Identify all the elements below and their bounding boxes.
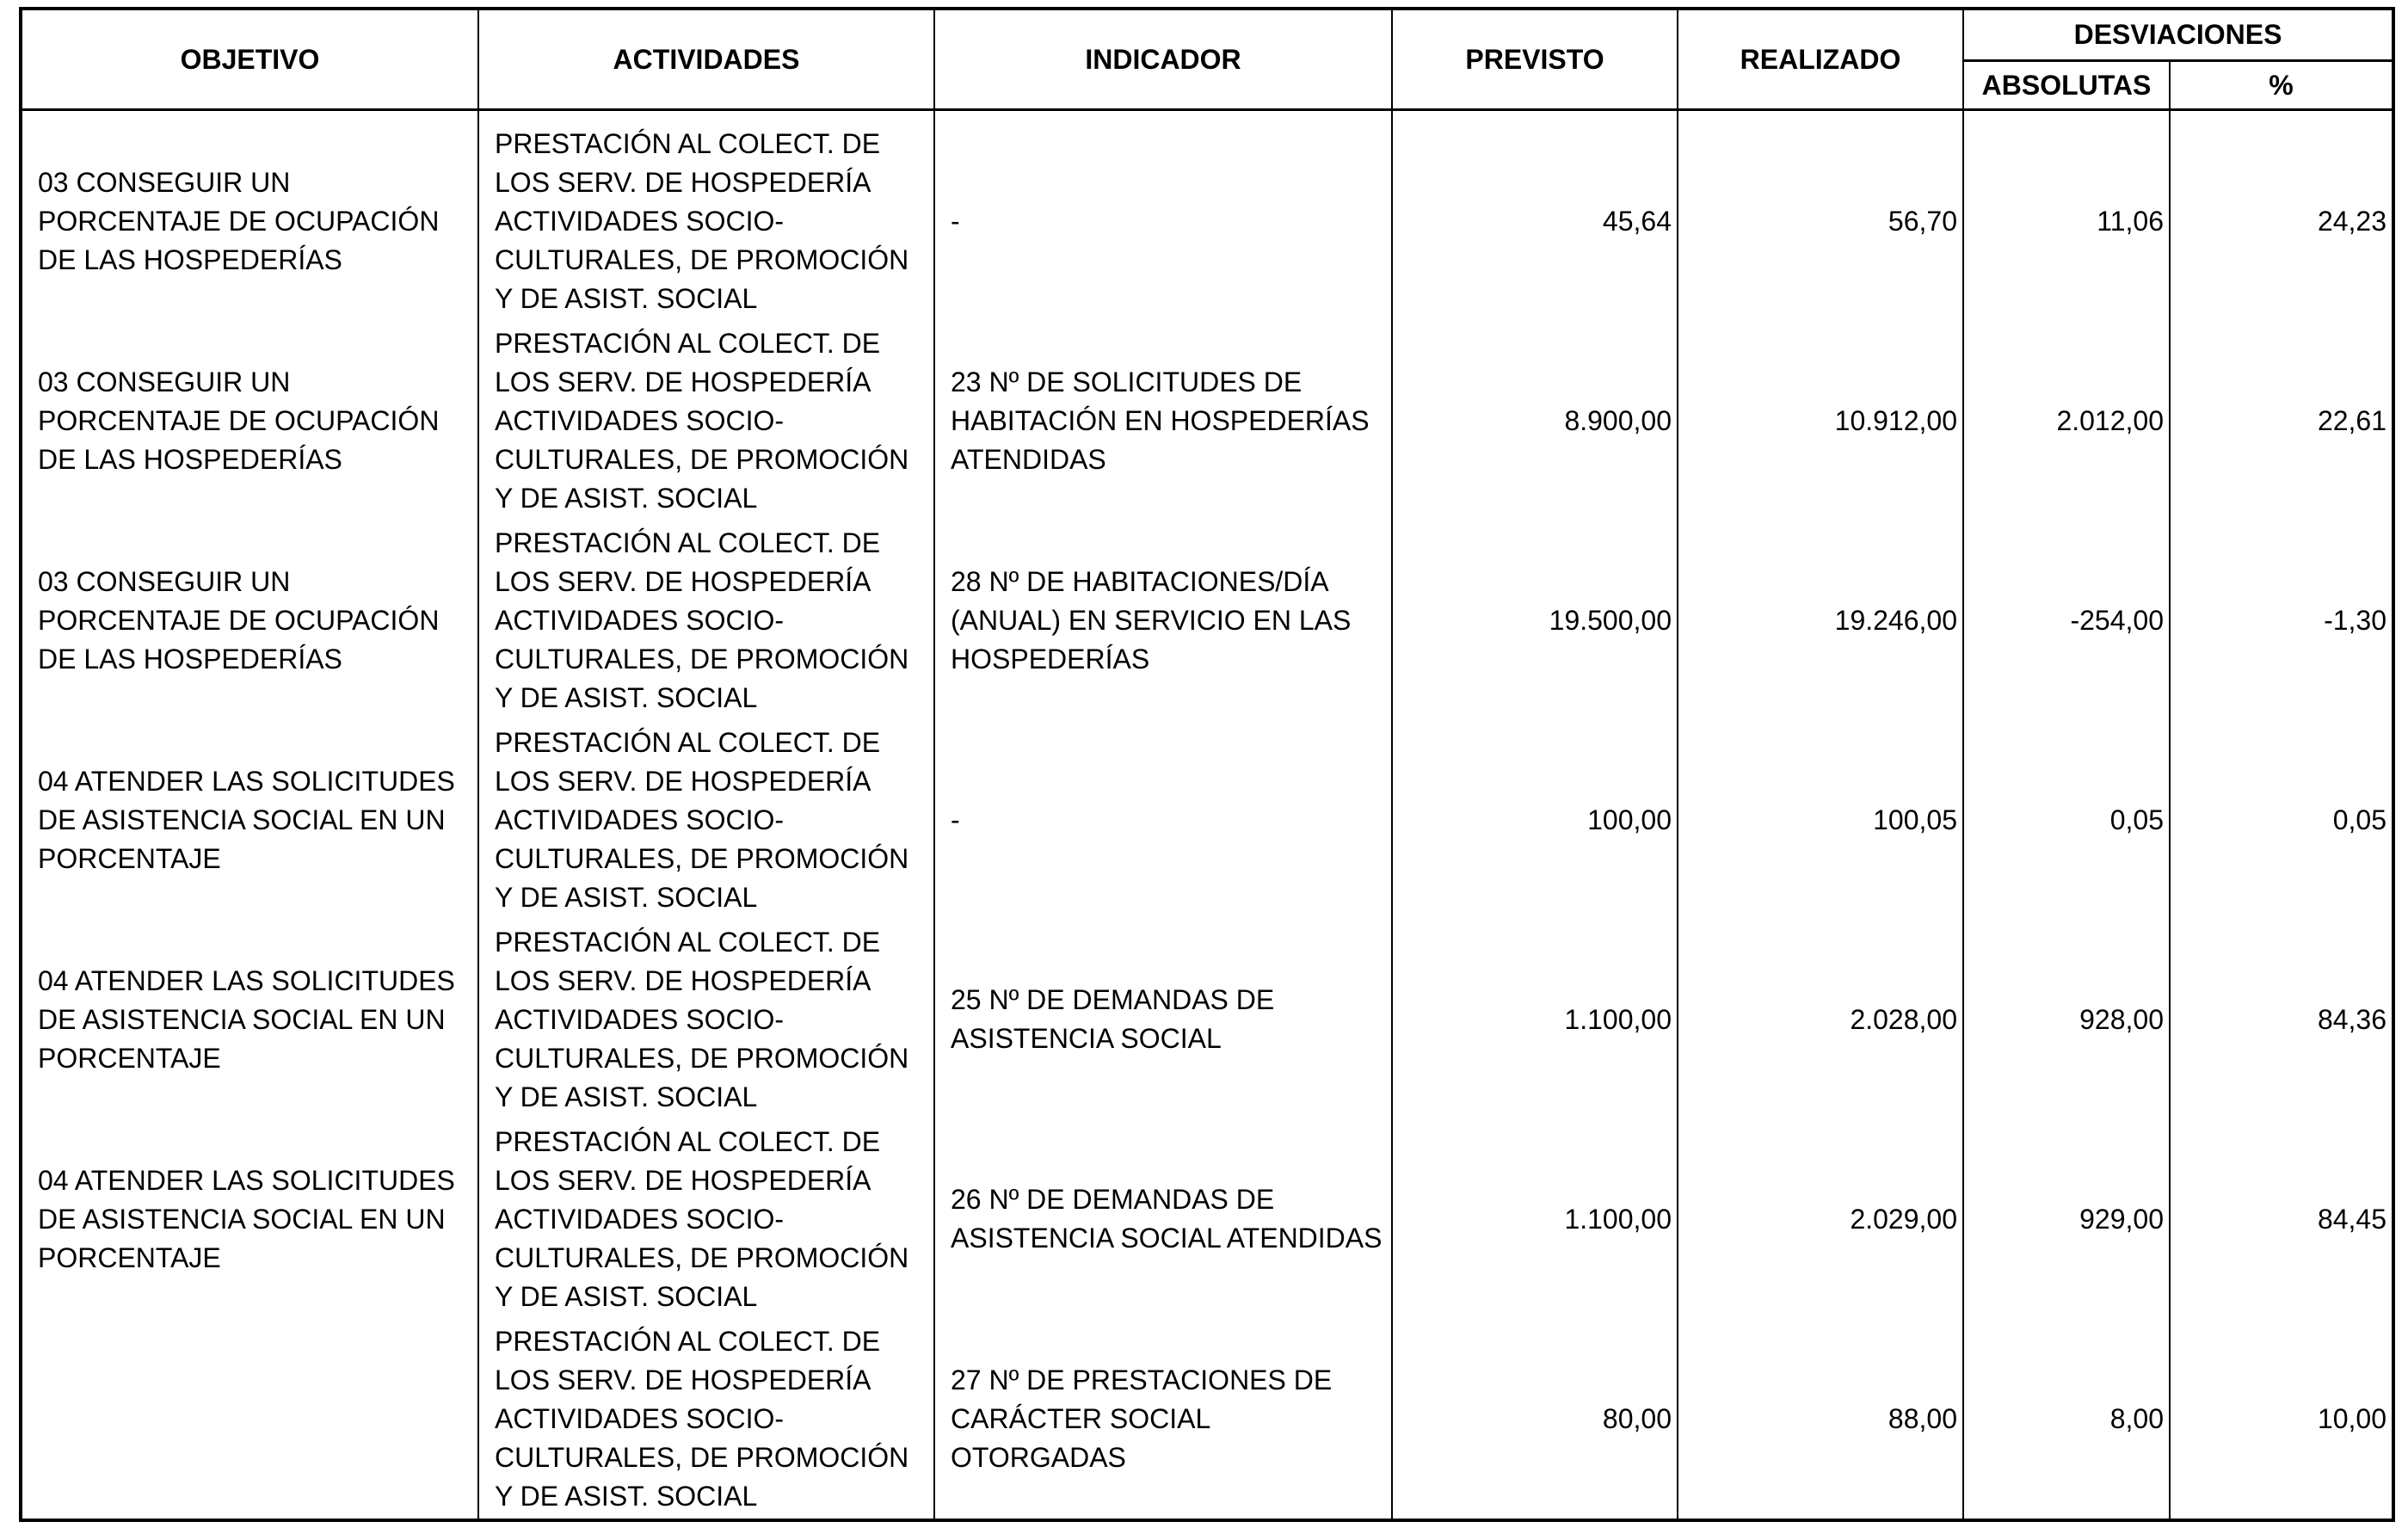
cell-indicador: 23 Nº DE SOLICITUDES DE HABITACIÓN EN HOSPEDERÍAS ATENDIDAS bbox=[934, 321, 1392, 521]
table-header bbox=[21, 9, 2393, 110]
cell-realizado: 56,70 bbox=[1678, 110, 1963, 322]
header-desviaciones: DESVIACIONES bbox=[1963, 9, 2393, 61]
table-row bbox=[21, 321, 2393, 521]
cell-actividades: PRESTACIÓN AL COLECT. DE LOS SERV. DE HOSPEDERÍA ACTIVIDADES SOCIO-CULTURALES, DE PROMOCIÓN Y DE ASIST. SOCIAL bbox=[478, 110, 934, 322]
table-row bbox=[21, 110, 2393, 322]
cell-objetivo: 04 ATENDER LAS SOLICITUDES DE ASISTENCIA SOCIAL EN UN PORCENTAJE bbox=[21, 920, 478, 1119]
cell-objetivo: 04 ATENDER LAS SOLICITUDES DE ASISTENCIA SOCIAL EN UN PORCENTAJE bbox=[21, 720, 478, 920]
cell-realizado: 2.028,00 bbox=[1678, 920, 1963, 1119]
cell-previsto: 45,64 bbox=[1392, 110, 1678, 322]
cell-porcentaje: 0,05 bbox=[2170, 720, 2393, 920]
cell-realizado: 2.029,00 bbox=[1678, 1119, 1963, 1319]
header-absolutas: ABSOLUTAS bbox=[1963, 61, 2170, 110]
header-previsto: PREVISTO bbox=[1392, 9, 1678, 110]
cell-absolutas: 11,06 bbox=[1963, 110, 2170, 322]
cell-porcentaje: 24,23 bbox=[2170, 110, 2393, 322]
cell-realizado: 10.912,00 bbox=[1678, 321, 1963, 521]
cell-absolutas: 8,00 bbox=[1963, 1319, 2170, 1520]
cell-objetivo: 03 CONSEGUIR UN PORCENTAJE DE OCUPACIÓN DE LAS HOSPEDERÍAS bbox=[21, 110, 478, 322]
table-row bbox=[21, 920, 2393, 1119]
cell-indicador: 26 Nº DE DEMANDAS DE ASISTENCIA SOCIAL ATENDIDAS bbox=[934, 1119, 1392, 1319]
table-row bbox=[21, 1319, 2393, 1520]
header-objetivo: OBJETIVO bbox=[21, 9, 478, 110]
cell-actividades: PRESTACIÓN AL COLECT. DE LOS SERV. DE HOSPEDERÍA ACTIVIDADES SOCIO-CULTURALES, DE PROMOCIÓN Y DE ASIST. SOCIAL bbox=[478, 1319, 934, 1520]
cell-previsto: 19.500,00 bbox=[1392, 521, 1678, 720]
header-porcentaje: % bbox=[2170, 61, 2393, 110]
cell-objetivo: 03 CONSEGUIR UN PORCENTAJE DE OCUPACIÓN DE LAS HOSPEDERÍAS bbox=[21, 321, 478, 521]
cell-objetivo: 03 CONSEGUIR UN PORCENTAJE DE OCUPACIÓN DE LAS HOSPEDERÍAS bbox=[21, 521, 478, 720]
cell-porcentaje: 10,00 bbox=[2170, 1319, 2393, 1520]
cell-porcentaje: 84,36 bbox=[2170, 920, 2393, 1119]
cell-absolutas: 0,05 bbox=[1963, 720, 2170, 920]
cell-realizado: 19.246,00 bbox=[1678, 521, 1963, 720]
cell-realizado: 100,05 bbox=[1678, 720, 1963, 920]
table-row bbox=[21, 720, 2393, 920]
header-indicador: INDICADOR bbox=[934, 9, 1392, 110]
cell-indicador: - bbox=[934, 720, 1392, 920]
cell-actividades: PRESTACIÓN AL COLECT. DE LOS SERV. DE HOSPEDERÍA ACTIVIDADES SOCIO-CULTURALES, DE PROMOCIÓN Y DE ASIST. SOCIAL bbox=[478, 920, 934, 1119]
cell-objetivo: 04 ATENDER LAS SOLICITUDES DE ASISTENCIA SOCIAL EN UN PORCENTAJE bbox=[21, 1119, 478, 1319]
table-body bbox=[21, 110, 2393, 1521]
cell-absolutas: 2.012,00 bbox=[1963, 321, 2170, 521]
objectives-table bbox=[19, 7, 2395, 1522]
header-realizado: REALIZADO bbox=[1678, 9, 1963, 110]
header-actividades: ACTIVIDADES bbox=[478, 9, 934, 110]
cell-actividades: PRESTACIÓN AL COLECT. DE LOS SERV. DE HOSPEDERÍA ACTIVIDADES SOCIO-CULTURALES, DE PROMOCIÓN Y DE ASIST. SOCIAL bbox=[478, 720, 934, 920]
cell-absolutas: -254,00 bbox=[1963, 521, 2170, 720]
cell-previsto: 80,00 bbox=[1392, 1319, 1678, 1520]
cell-previsto: 1.100,00 bbox=[1392, 1119, 1678, 1319]
cell-actividades: PRESTACIÓN AL COLECT. DE LOS SERV. DE HOSPEDERÍA ACTIVIDADES SOCIO-CULTURALES, DE PROMOCIÓN Y DE ASIST. SOCIAL bbox=[478, 321, 934, 521]
cell-absolutas: 928,00 bbox=[1963, 920, 2170, 1119]
cell-previsto: 8.900,00 bbox=[1392, 321, 1678, 521]
cell-porcentaje: 22,61 bbox=[2170, 321, 2393, 521]
cell-indicador: 25 Nº DE DEMANDAS DE ASISTENCIA SOCIAL bbox=[934, 920, 1392, 1119]
cell-indicador: - bbox=[934, 110, 1392, 322]
cell-actividades: PRESTACIÓN AL COLECT. DE LOS SERV. DE HOSPEDERÍA ACTIVIDADES SOCIO-CULTURALES, DE PROMOCIÓN Y DE ASIST. SOCIAL bbox=[478, 1119, 934, 1319]
table-row bbox=[21, 1119, 2393, 1319]
cell-porcentaje: 84,45 bbox=[2170, 1119, 2393, 1319]
cell-previsto: 1.100,00 bbox=[1392, 920, 1678, 1119]
table-row bbox=[21, 521, 2393, 720]
cell-porcentaje: -1,30 bbox=[2170, 521, 2393, 720]
cell-absolutas: 929,00 bbox=[1963, 1119, 2170, 1319]
cell-realizado: 88,00 bbox=[1678, 1319, 1963, 1520]
cell-objetivo bbox=[21, 1319, 478, 1520]
cell-indicador: 28 Nº DE HABITACIONES/DÍA (ANUAL) EN SERVICIO EN LAS HOSPEDERÍAS bbox=[934, 521, 1392, 720]
cell-actividades: PRESTACIÓN AL COLECT. DE LOS SERV. DE HOSPEDERÍA ACTIVIDADES SOCIO-CULTURALES, DE PROMOCIÓN Y DE ASIST. SOCIAL bbox=[478, 521, 934, 720]
cell-previsto: 100,00 bbox=[1392, 720, 1678, 920]
cell-indicador: 27 Nº DE PRESTACIONES DE CARÁCTER SOCIAL OTORGADAS bbox=[934, 1319, 1392, 1520]
